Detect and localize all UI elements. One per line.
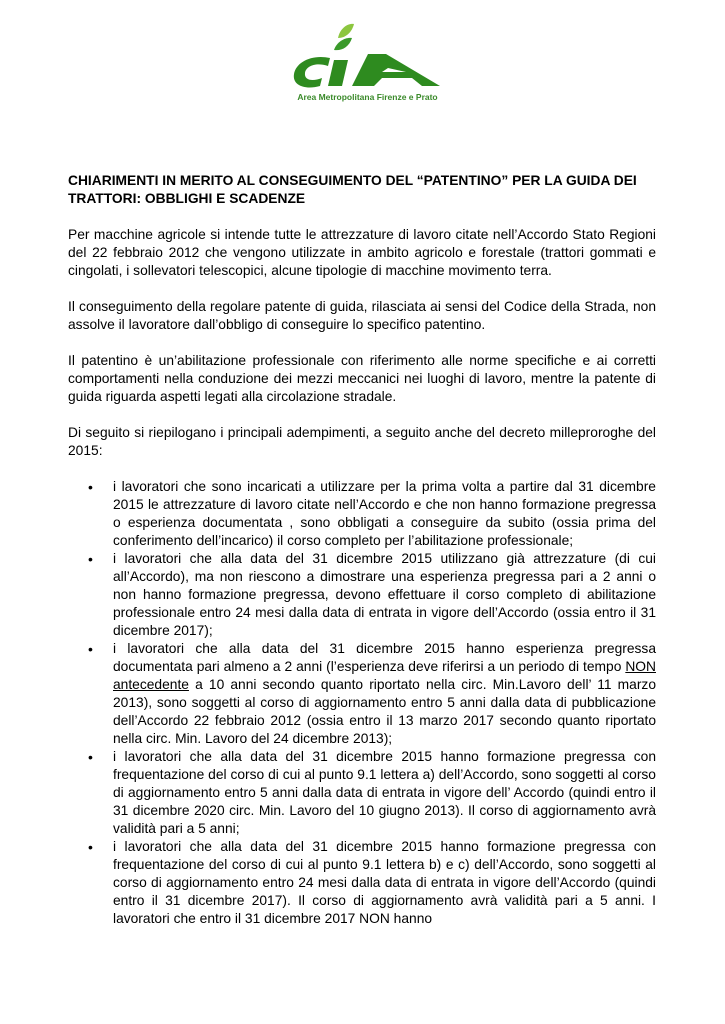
logo-caption: Area Metropolitana Firenze e Prato [297,92,438,102]
bullet-icon: • [88,551,93,567]
list-item-text: i lavoratori che alla data del 31 dicembre 2015 hanno formazione pregressa con frequentazione del corso di cui al punto 9.1 lettera b) e c) dell’Accordo, sono soggetti al corso di aggiornamento entro 24 mesi dalla data di entrata in vigore dell’Accordo (quindi entro il 31 dicembre 2017). Il corso di aggiornamento avrà validità pari a 5 anni. I lavoratori che entro il 31 dicembre 2017 NON hanno [113,839,656,926]
list-item [68,550,656,640]
list-item-text-before: i lavoratori che alla data del 31 dicembre 2015 hanno esperienza pregressa documentata pari almeno a 2 anni (l’esperienza deve riferirsi a un periodo di tempo [113,641,656,674]
bullet-icon: • [88,749,93,765]
document-body [68,172,656,928]
paragraph: Il conseguimento della regolare patente di guida, rilasciata ai sensi del Codice della Strada, non assolve il lavoratore dall’obbligo di conseguire lo specifico patentino. [68,299,656,332]
list-item-text: i lavoratori che alla data del 31 dicembre 2015 hanno formazione pregressa con frequentazione del corso di cui al punto 9.1 lettera a) dell’Accordo, sono soggetti al corso di aggiornamento entro 5 anni dalla data di entrata in vigore dell’ Accordo (quindi entro il 31 dicembre 2020 circ. Min. Lavoro del 10 giugno 2013). Il corso di aggiornamento avrà validità pari a 5 anni; [113,749,656,836]
obligations-list [68,478,656,928]
list-item-text-after: a 10 anni secondo quanto riportato nella circ. Min.Lavoro dell’ 11 marzo 2013), sono soggetti al corso di aggiornamento entro 5 anni dalla data di pubblicazione dell’Accordo 22 febbraio 2012 (ossia entro il 13 marzo 2017 secondo quanto riportato nella circ. Min. Lavoro del 24 dicembre 2013); [113,677,656,746]
list-item [68,478,656,550]
bullet-icon: • [88,641,93,657]
paragraph: Per macchine agricole si intende tutte le attrezzature di lavoro citate nell’Accordo Stato Regioni del 22 febbraio 2012 che vengono utilizzate in ambito agricolo e forestale (trattori gommati e cingolati, i sollevatori telescopici, alcune tipologie di macchine movimento terra. [68,227,656,278]
list-item [68,838,656,928]
bullet-icon: • [88,479,93,495]
list-item-text: i lavoratori che sono incaricati a utilizzare per la prima volta a partire dal 31 dicembre 2015 le attrezzature di lavoro citate nell’Accordo e che non hanno formazione pregressa o esperienza documentata , sono obbligati a conseguire da subito (ossia prima del conferimento dell’incarico) il corso completo per l’abilitazione professionale; [113,479,656,548]
paragraph: Il patentino è un’abilitazione professionale con riferimento alle norme specifiche e ai corretti comportamenti nella conduzione dei mezzi meccanici nei luoghi di lavoro, mentre la patente di guida riguarda aspetti legati alla circolazione stradale. [68,353,656,404]
cia-logo-graphic [290,20,445,92]
bullet-icon: • [88,839,93,855]
document-title: CHIARIMENTI IN MERITO AL CONSEGUIMENTO DEL “PATENTINO” PER LA GUIDA DEI TRATTORI: OBBLIGHI E SCADENZE [68,173,637,206]
list-item [68,640,656,748]
list-item-text: i lavoratori che alla data del 31 dicembre 2015 utilizzano già attrezzature (di cui all’Accordo), ma non riescono a dimostrare una esperienza pregressa pari a 2 anni o non hanno formazione pregressa, devono effettuare il corso completo di abilitazione professionale entro 24 mesi dalla data di entrata in vigore dell’Accordo (ossia entro il 31 dicembre 2017); [113,551,656,638]
list-item [68,748,656,838]
paragraph: Di seguito si riepilogano i principali adempimenti, a seguito anche del decreto milleproroghe del 2015: [68,425,656,458]
underlined-text: NON antecedente [113,659,656,692]
cia-logo [290,20,445,108]
